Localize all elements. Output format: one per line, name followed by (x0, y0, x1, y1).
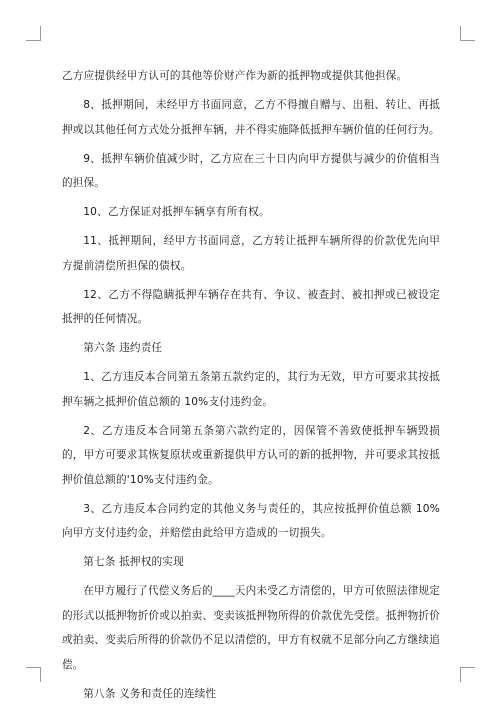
crop-mark-top-left (26, 26, 41, 41)
clause-10: 10、乙方保证对抵押车辆享有所有权。 (83, 206, 270, 218)
article-7-body: 在甲方履行了代偿义务后的____天内未受乙方清偿的，甲方可依照法律规定的形式以抵押物折价或以拍卖、变卖该抵押物所得的价款优先受偿。抵押物折价或拍卖、变卖后所得的价款仍不足以清偿的，甲方有权就不足部分向乙方继续追偿。 (62, 585, 440, 671)
crop-mark-bottom-right (460, 667, 475, 682)
clause-9: 9、抵押车辆价值减少时，乙方应在三十日内向甲方提供与减少的价值相当的担保。 (62, 152, 440, 189)
article-6-clause-3: 3、乙方违反本合同约定的其他义务与责任的，其应按抵押价值总额 10%向甲方支付违约金，并赔偿由此给甲方造成的一切损失。 (62, 502, 440, 539)
document-body (62, 64, 440, 711)
crop-mark-top-right (460, 26, 475, 41)
paragraph-continuation: 乙方应提供经甲方认可的其他等价财产作为新的抵押物或提供其他担保。 (62, 70, 408, 82)
article-6-clause-1: 1、乙方违反本合同第五条第五款约定的，其行为无效，甲方可要求其按抵押车辆之抵押价值总额的 10%支付违约金。 (62, 371, 440, 408)
article-7-heading: 第七条 抵押权的实现 (83, 556, 184, 568)
clause-12: 12、乙方不得隐瞒抵押车辆存在共有、争议、被查封、被扣押或已被设定抵押的任何情况。 (62, 288, 440, 325)
clause-8: 8、抵押期间，未经甲方书面同意，乙方不得擅自赠与、出租、转让、再抵押或以其他任何方式处分抵押车辆，并不得实施降低抵押车辆价值的任何行为。 (62, 99, 440, 136)
article-6-clause-2: 2、乙方违反本合同第五条第六款约定的，因保管不善致使抵押车辆毁损的，甲方可要求其恢复原状或重新提供甲方认可的新的抵押物，并可要求其按抵押价值总额的'10%支付违约金。 (62, 424, 440, 486)
crop-mark-bottom-left (26, 667, 41, 682)
clause-11: 11、抵押期间，经甲方书面同意，乙方转让抵押车辆所得的价款优先向甲方提前清偿所担保的债权。 (62, 235, 440, 272)
article-8-heading: 第八条 义务和责任的连续性 (83, 687, 217, 700)
article-6-heading: 第六条 违约责任 (83, 342, 163, 354)
